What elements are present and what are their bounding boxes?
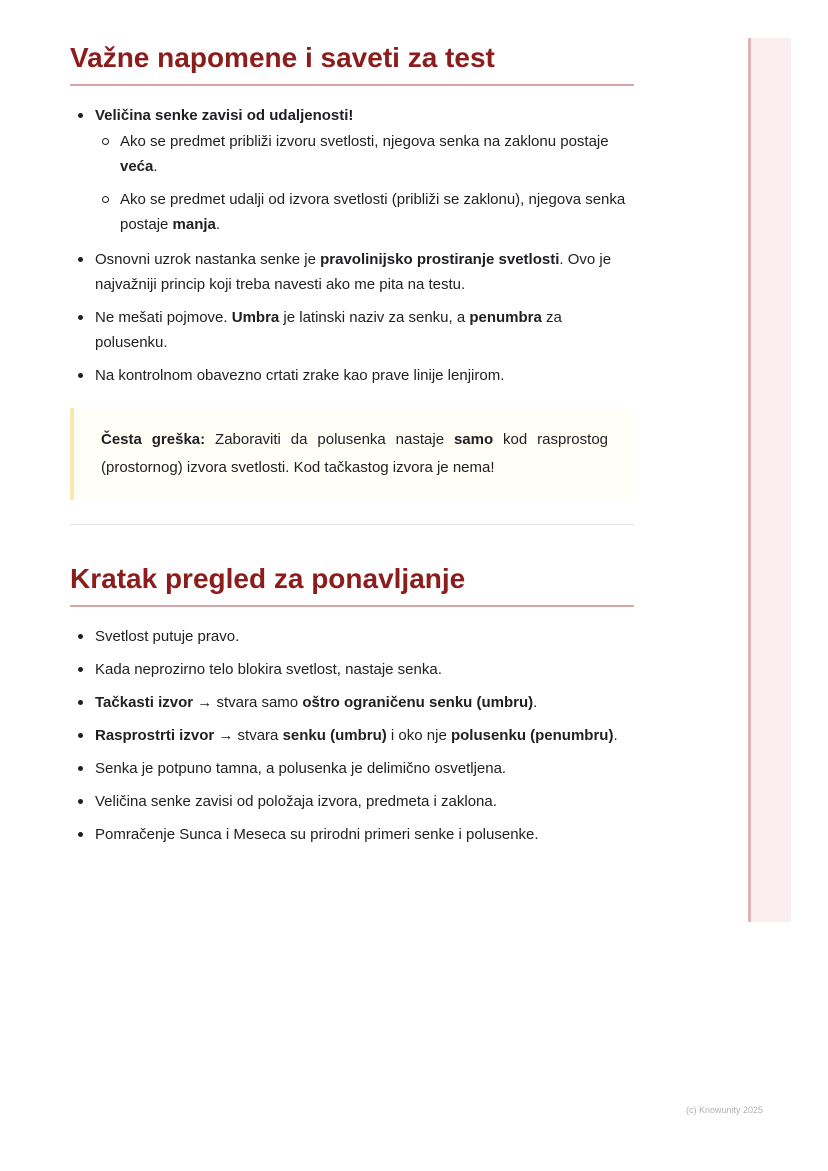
list-item: Senka je potpuno tamna, a polusenka je delimično osvetljena. xyxy=(70,756,634,781)
section-divider xyxy=(70,524,634,525)
common-mistake-callout: Česta greška: Zaboraviti da polusenka nastaje samo kod rasprostog (prostornog) izvora svetlosti. Kod tačkastog izvora je nema! xyxy=(70,408,634,500)
list-item: Pomračenje Sunca i Meseca su prirodni primeri senke i polusenke. xyxy=(70,822,634,847)
list-item: Na kontrolnom obavezno crtati zrake kao prave linije lenjirom. xyxy=(70,363,634,388)
list-item: Tačkasti izvor → stvara samo oštro ograničenu senku (umbru). xyxy=(70,690,634,715)
review-list xyxy=(70,624,634,847)
callout-label: Česta greška: xyxy=(101,431,206,448)
side-panel xyxy=(748,38,791,922)
copyright-footer: (c) Knowunity 2025 xyxy=(686,1105,764,1115)
tips-list xyxy=(70,103,634,388)
list-item: Ne mešati pojmove. Umbra je latinski naziv za senku, a penumbra za polusenku. xyxy=(70,305,634,355)
sub-list-item: Ako se predmet približi izvoru svetlosti, njegova senka na zaklonu postaje veća. xyxy=(95,129,634,179)
section-title-review: Kratak pregled za ponavljanje xyxy=(70,559,634,607)
sub-list-item: Ako se predmet udalji od izvora svetlosti (približi se zaklonu), njegova senka postaje manja. xyxy=(95,187,634,237)
list-item: Rasprostrti izvor → stvara senku (umbru) i oko nje polusenku (penumbru). xyxy=(70,723,634,748)
list-item: Veličina senke zavisi od položaja izvora, predmeta i zaklona. xyxy=(70,789,634,814)
sub-list xyxy=(95,129,634,237)
list-item: Veličina senke zavisi od udaljenosti! Ako se predmet približi izvoru svetlosti, njegova senka na zaklonu postaje veća. Ako se predmet udalji od izvora svetlosti (približi se zaklonu), njegova senka postaje manja. xyxy=(70,103,634,237)
list-item: Kada neprozirno telo blokira svetlost, nastaje senka. xyxy=(70,657,634,682)
list-item: Osnovni uzrok nastanka senke je pravolinijsko prostiranje svetlosti. Ovo je najvažniji princip koji treba navesti ako me pita na testu. xyxy=(70,247,634,297)
section-title-tips: Važne napomene i saveti za test xyxy=(70,38,634,86)
document-content xyxy=(70,38,634,847)
list-item: Svetlost putuje pravo. xyxy=(70,624,634,649)
